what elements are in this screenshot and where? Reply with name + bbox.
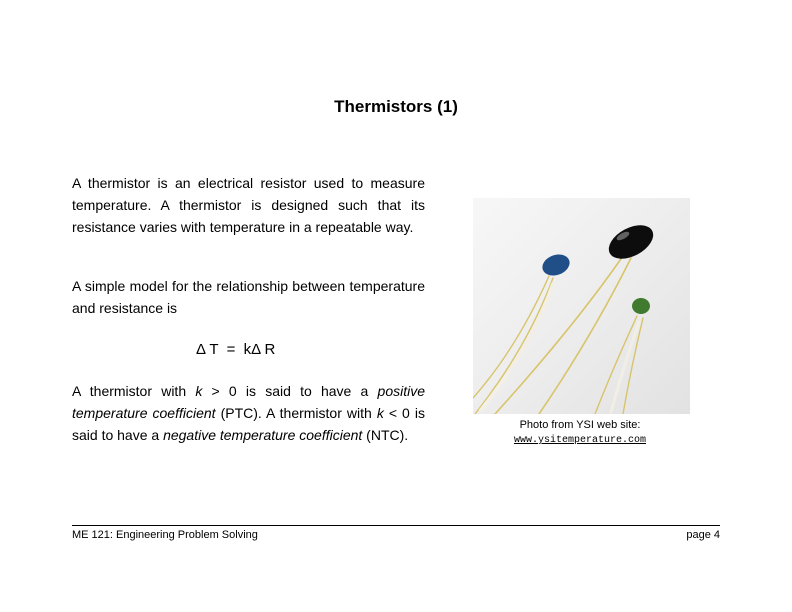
coefficient-paragraph bbox=[72, 380, 425, 446]
thermistor-photo-drawing bbox=[473, 198, 690, 414]
model-paragraph: A simple model for the relationship between temperature and resistance is bbox=[72, 278, 425, 316]
text-segment: A thermistor with bbox=[72, 383, 196, 399]
ntc-term: negative temperature coefficient bbox=[163, 427, 363, 443]
slide-title: Thermistors (1) bbox=[334, 97, 458, 116]
text-segment: (PTC). A thermistor with bbox=[215, 405, 377, 421]
thermistor-equation: Δ T = kΔ R bbox=[196, 341, 276, 358]
green-thermistor-bead bbox=[632, 298, 650, 314]
page-number: page 4 bbox=[686, 529, 720, 541]
footer-course: ME 121: Engineering Problem Solving bbox=[72, 529, 258, 541]
k-symbol: k bbox=[376, 405, 384, 421]
blue-thermistor-bead bbox=[539, 251, 572, 279]
text-segment: < 0 is said to have a bbox=[72, 405, 425, 443]
thermistor-photo bbox=[473, 198, 690, 414]
photo-source-link[interactable]: www.ysitemperature.com bbox=[513, 435, 647, 446]
wire-sheath bbox=[611, 322, 639, 412]
footer-divider bbox=[72, 525, 720, 526]
text-segment: (NTC). bbox=[362, 427, 409, 443]
ptc-term: positive temperature coefficient bbox=[72, 383, 425, 421]
k-symbol: k bbox=[195, 383, 203, 399]
photo-caption-text: Photo from YSI web site: bbox=[519, 419, 641, 431]
photo-caption bbox=[480, 418, 680, 448]
text-segment: > 0 is said to have a bbox=[202, 383, 378, 399]
intro-paragraph: A thermistor is an electrical resistor used to measure temperature. A thermistor is designed such that its resistance varies with temperature in a repeatable way. bbox=[72, 175, 425, 235]
lead-wire bbox=[473, 276, 549, 398]
